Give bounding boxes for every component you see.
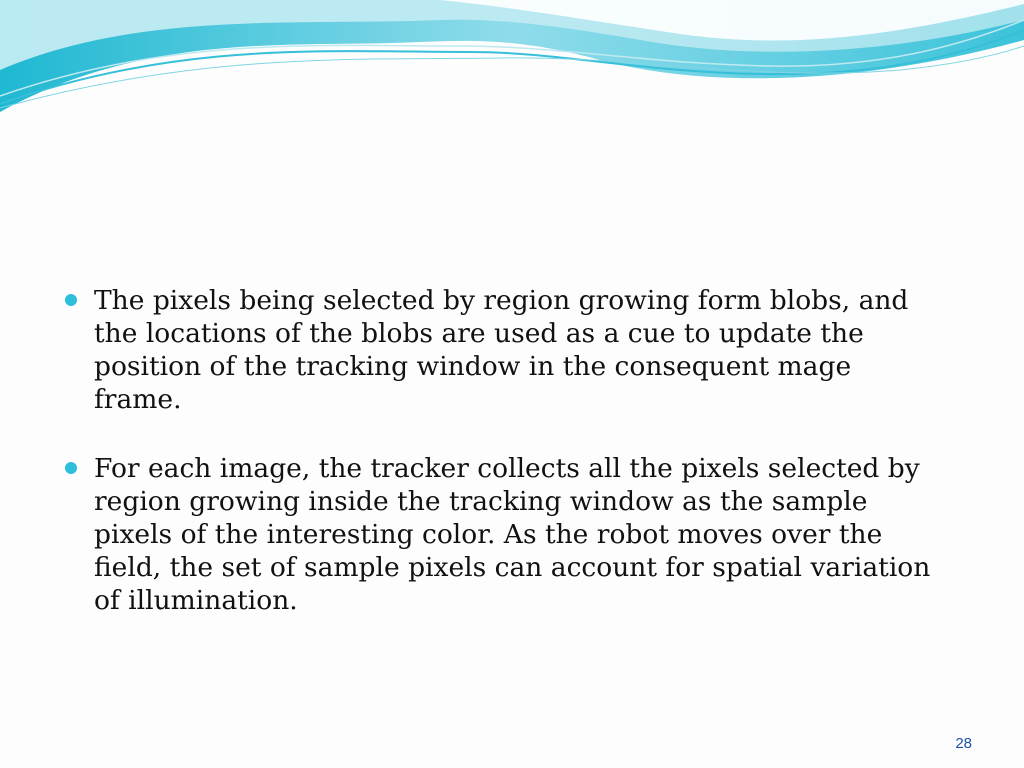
bullet-list (62, 284, 942, 617)
bullet-dot-icon (65, 462, 77, 474)
bullet-text: For each image, the tracker collects all the pixels selected by region growing inside the tracking window as the sample pixels of the interesting color. As the robot moves over the field, the set of sample pixels can account for spatial variation of illumination. (94, 453, 931, 616)
wave-header-decoration (0, 0, 1024, 130)
slide-content (62, 284, 942, 653)
bullet-text: The pixels being selected by region growing form blobs, and the locations of the blobs are used as a cue to update the position of the tracking window in the consequent mage frame. (94, 285, 909, 415)
bullet-item (62, 284, 942, 416)
bullet-dot-icon (65, 294, 77, 306)
slide-number: 28 (955, 735, 972, 752)
bullet-item (62, 452, 942, 617)
